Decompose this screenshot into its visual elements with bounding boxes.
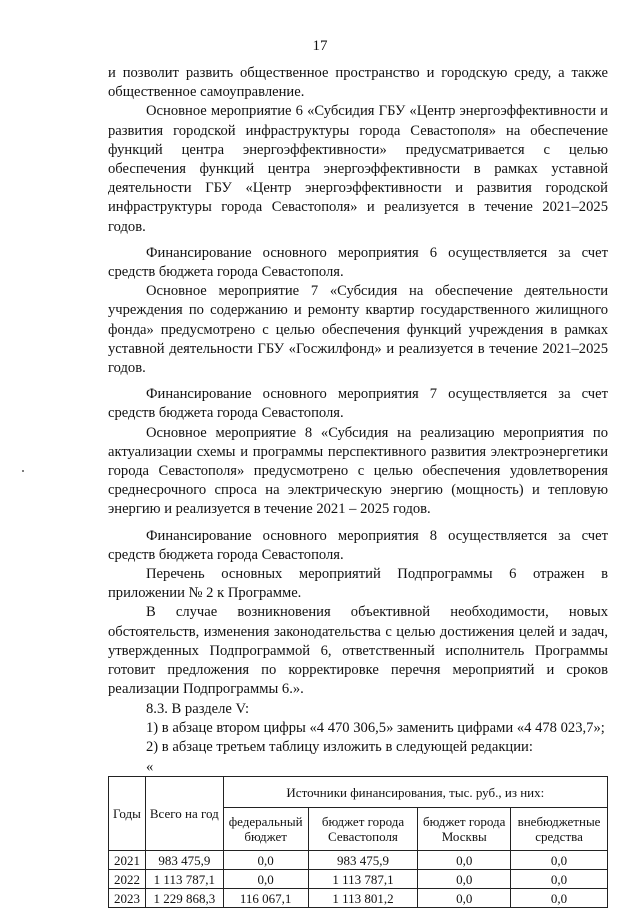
table-cell: 983 475,9 bbox=[145, 851, 223, 870]
paragraphs bbox=[108, 64, 608, 757]
table-cell: 2021 bbox=[109, 851, 146, 870]
table-body bbox=[109, 851, 608, 908]
paragraph: Перечень основных мероприятий Подпрограммы 6 отражен в приложении № 2 к Программе. bbox=[108, 566, 608, 602]
header-sources: Источники финансирования, тыс. руб., из них: bbox=[223, 777, 607, 808]
table-cell: 1 113 787,1 bbox=[145, 870, 223, 889]
header-years: Годы bbox=[109, 777, 146, 851]
table-cell: 0,0 bbox=[418, 889, 511, 908]
header-sevastopol: бюджет города Севастополя bbox=[308, 808, 418, 851]
paragraph: 8.3. В разделе V: bbox=[146, 700, 250, 717]
table-cell: 0,0 bbox=[418, 851, 511, 870]
table-cell: 0,0 bbox=[223, 851, 308, 870]
table-cell: 1 113 801,2 bbox=[308, 889, 418, 908]
paragraph: и позволит развить общественное пространство и городскую среду, а также общественное самоуправление. bbox=[108, 65, 608, 101]
table-cell: 0,0 bbox=[511, 870, 608, 889]
table-cell: 2023 bbox=[109, 889, 146, 908]
table-cell: 1 229 868,3 bbox=[145, 889, 223, 908]
paragraph: Основное мероприятие 7 «Субсидия на обеспечение деятельности учреждения по содержанию и ремонту квартир государственного жилищного фонда» предусмотрено с целью обеспечения функций учреждения в рамках уставной деятельности ГБУ «Госжилфонд» и реализуется в течение 2021–2025 годов. bbox=[108, 283, 608, 377]
paragraph: Финансирование основного мероприятия 6 осуществляется за счет средств бюджета города Севастополя. bbox=[108, 244, 608, 281]
header-federal: федеральный бюджет bbox=[223, 808, 308, 851]
paragraph: Основное мероприятие 8 «Субсидия на реализацию мероприятия по актуализации схемы и программы перспективного развития электроэнергетики города Севастополя» предусмотрено с целью обеспечения удовлетворения среднесрочного спроса на электрическую энергию (мощность) и тепловую энергию и реализуется в течение 2021 – 2025 годов. bbox=[108, 424, 608, 518]
header-moscow: бюджет города Москвы bbox=[418, 808, 511, 851]
paragraph: 1) в абзаце втором цифры «4 470 306,5» заменить цифрами «4 478 023,7»; bbox=[146, 719, 605, 736]
paragraph: В случае возникновения объективной необходимости, новых обстоятельств, изменения законодательства с целью достижения целей и задач, утвержденных Подпрограммой 6, ответственный исполнитель Программы готовит предложения по корректировке перечня мероприятий и сроков реализации Подпрограммы 6.». bbox=[108, 604, 608, 698]
paragraph: 2) в абзаце третьем таблицу изложить в следующей редакции: bbox=[146, 738, 533, 755]
paragraph: Основное мероприятие 6 «Субсидия ГБУ «Центр энергоэффективности и развития городской инфраструктуры города Севастополя» на обеспечение функций центра энергоэффективности» предусматривается с целью обеспечения функций центра энергоэффективности в рамках уставной деятельности ГБУ «Центр энергоэффективности и развития городской инфраструктуры города Севастополя» и реализуется в течение 2021–2025 годов. bbox=[108, 103, 608, 235]
quote-open-mark: « bbox=[146, 759, 154, 776]
table-cell: 983 475,9 bbox=[308, 851, 418, 870]
scan-speck bbox=[22, 470, 24, 472]
table-row bbox=[109, 851, 608, 870]
paragraph: Финансирование основного мероприятия 7 осуществляется за счет средств бюджета города Севастополя. bbox=[108, 386, 608, 422]
table-cell: 0,0 bbox=[511, 889, 608, 908]
header-extrabudget: внебюджетные средства bbox=[511, 808, 608, 851]
financing-table bbox=[108, 776, 608, 908]
header-total: Всего на год bbox=[145, 777, 223, 851]
paragraph: Финансирование основного мероприятия 8 осуществляется за счет средств бюджета города Севастополя. bbox=[108, 527, 608, 563]
table-cell: 0,0 bbox=[418, 870, 511, 889]
table-cell: 0,0 bbox=[511, 851, 608, 870]
page-number: 17 bbox=[312, 38, 328, 54]
table-cell: 2022 bbox=[109, 870, 146, 889]
document-body bbox=[108, 64, 608, 908]
table-cell: 1 113 787,1 bbox=[308, 870, 418, 889]
table-cell: 0,0 bbox=[223, 870, 308, 889]
table-row bbox=[109, 889, 608, 908]
table-cell: 116 067,1 bbox=[223, 889, 308, 908]
table-row bbox=[109, 870, 608, 889]
